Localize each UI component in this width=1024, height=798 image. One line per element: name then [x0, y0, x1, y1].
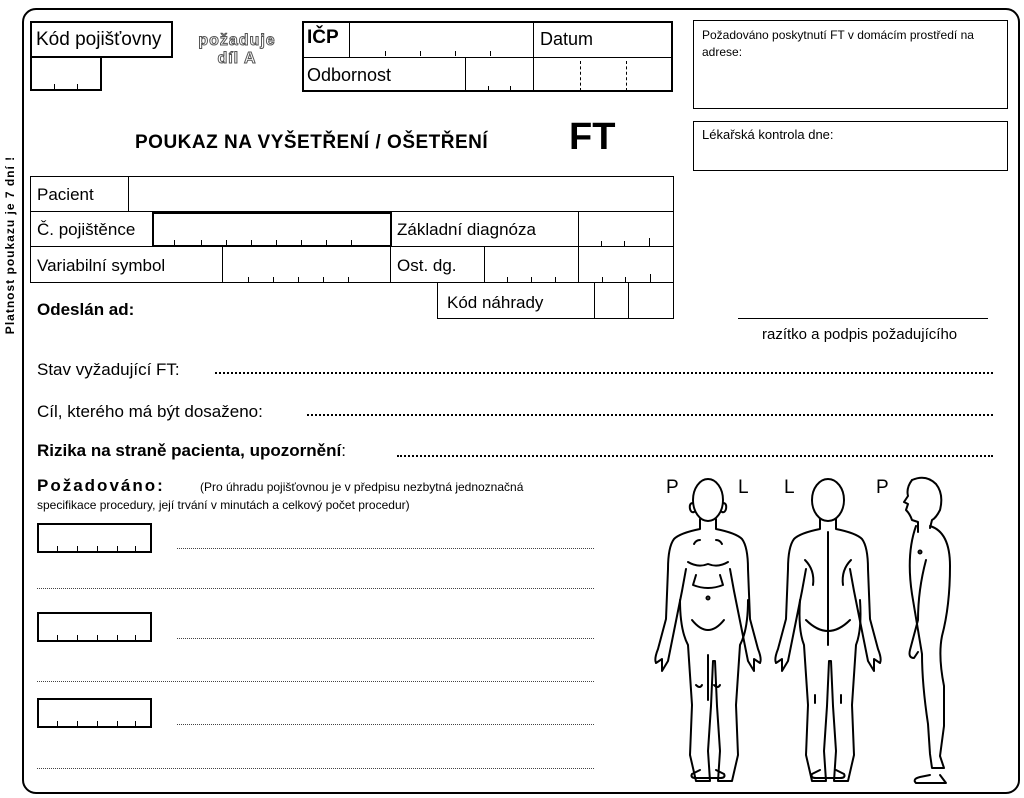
goal-label: Cíl, kterého má být dosaženo: — [37, 402, 263, 421]
validity-note: Platnost poukazu je 7 dní ! — [3, 155, 17, 335]
back-figure-left-side-label: L — [784, 477, 795, 498]
procedure-code-field-3[interactable] — [37, 698, 152, 728]
specialty-field[interactable] — [466, 58, 532, 91]
procedure-code-field-2[interactable] — [37, 612, 152, 642]
condition-line[interactable] — [215, 372, 993, 374]
signature-line[interactable] — [738, 318, 988, 319]
front-figure-left-side-label: L — [738, 477, 749, 498]
form-code: FT — [569, 116, 616, 158]
procedure-line-2b[interactable] — [37, 681, 594, 682]
patient-field[interactable] — [129, 177, 673, 211]
body-diagram[interactable] — [630, 470, 970, 788]
main-diagnosis-field[interactable] — [579, 212, 673, 246]
other-diagnosis-label: Ost. dg. — [397, 256, 457, 275]
variable-symbol-field[interactable] — [223, 247, 389, 282]
variable-symbol-label: Variabilní symbol — [37, 256, 166, 275]
required-part-stamp: požaduje díl A — [198, 32, 276, 67]
insurer-code-field[interactable] — [30, 56, 102, 91]
procedure-line-1a[interactable] — [177, 548, 594, 549]
condition-label: Stav vyžadující FT: — [37, 360, 180, 379]
front-figure-right-side-label: P — [666, 477, 679, 498]
risks-label: Rizika na straně pacienta, upozornění: — [37, 441, 346, 460]
insurer-code-label: Kód pojišťovny — [36, 29, 162, 50]
icp-field[interactable] — [350, 22, 533, 56]
goal-line[interactable] — [307, 414, 993, 416]
procedure-line-3b[interactable] — [37, 768, 594, 769]
risks-line[interactable] — [397, 455, 993, 457]
back-figure-right-side-label: P — [876, 477, 889, 498]
front-body-figure[interactable] — [655, 479, 760, 781]
requested-note-1: (Pro úhradu pojišťovnou je v předpisu nezbytná jednoznačná — [200, 480, 524, 494]
compensation-code-label: Kód náhrady — [447, 293, 544, 312]
requested-label: Požadováno: — [37, 476, 165, 495]
referred-to-label: Odeslán ad: — [37, 300, 135, 319]
icp-label: IČP — [307, 27, 339, 48]
procedure-line-3a[interactable] — [177, 724, 594, 725]
other-diagnosis-field[interactable] — [485, 247, 673, 282]
date-label: Datum — [540, 29, 594, 49]
compensation-code-field[interactable] — [595, 283, 673, 318]
date-field[interactable] — [534, 58, 672, 91]
medical-control-label: Lékařská kontrola dne: — [702, 127, 834, 142]
back-body-figure[interactable] — [775, 479, 880, 781]
procedure-line-1b[interactable] — [37, 588, 594, 589]
side-body-figure[interactable] — [904, 478, 950, 783]
form-title: POUKAZ NA VYŠETŘENÍ / OŠETŘENÍ — [135, 132, 489, 153]
specialty-label: Odbornost — [307, 65, 392, 85]
insured-number-field[interactable] — [152, 212, 392, 247]
procedure-code-field-1[interactable] — [37, 523, 152, 553]
insured-number-label: Č. pojištěnce — [37, 220, 136, 239]
main-diagnosis-label: Základní diagnóza — [397, 220, 536, 239]
requested-note-2: specifikace procedury, její trvání v minutách a celkový počet procedur) — [37, 498, 410, 512]
patient-label: Pacient — [37, 185, 94, 204]
procedure-line-2a[interactable] — [177, 638, 594, 639]
home-care-address-label: Požadováno poskytnutí FT v domácím prostředí na adrese: — [702, 28, 974, 59]
stamp-signature-label: razítko a podpis požadujícího — [762, 326, 958, 343]
